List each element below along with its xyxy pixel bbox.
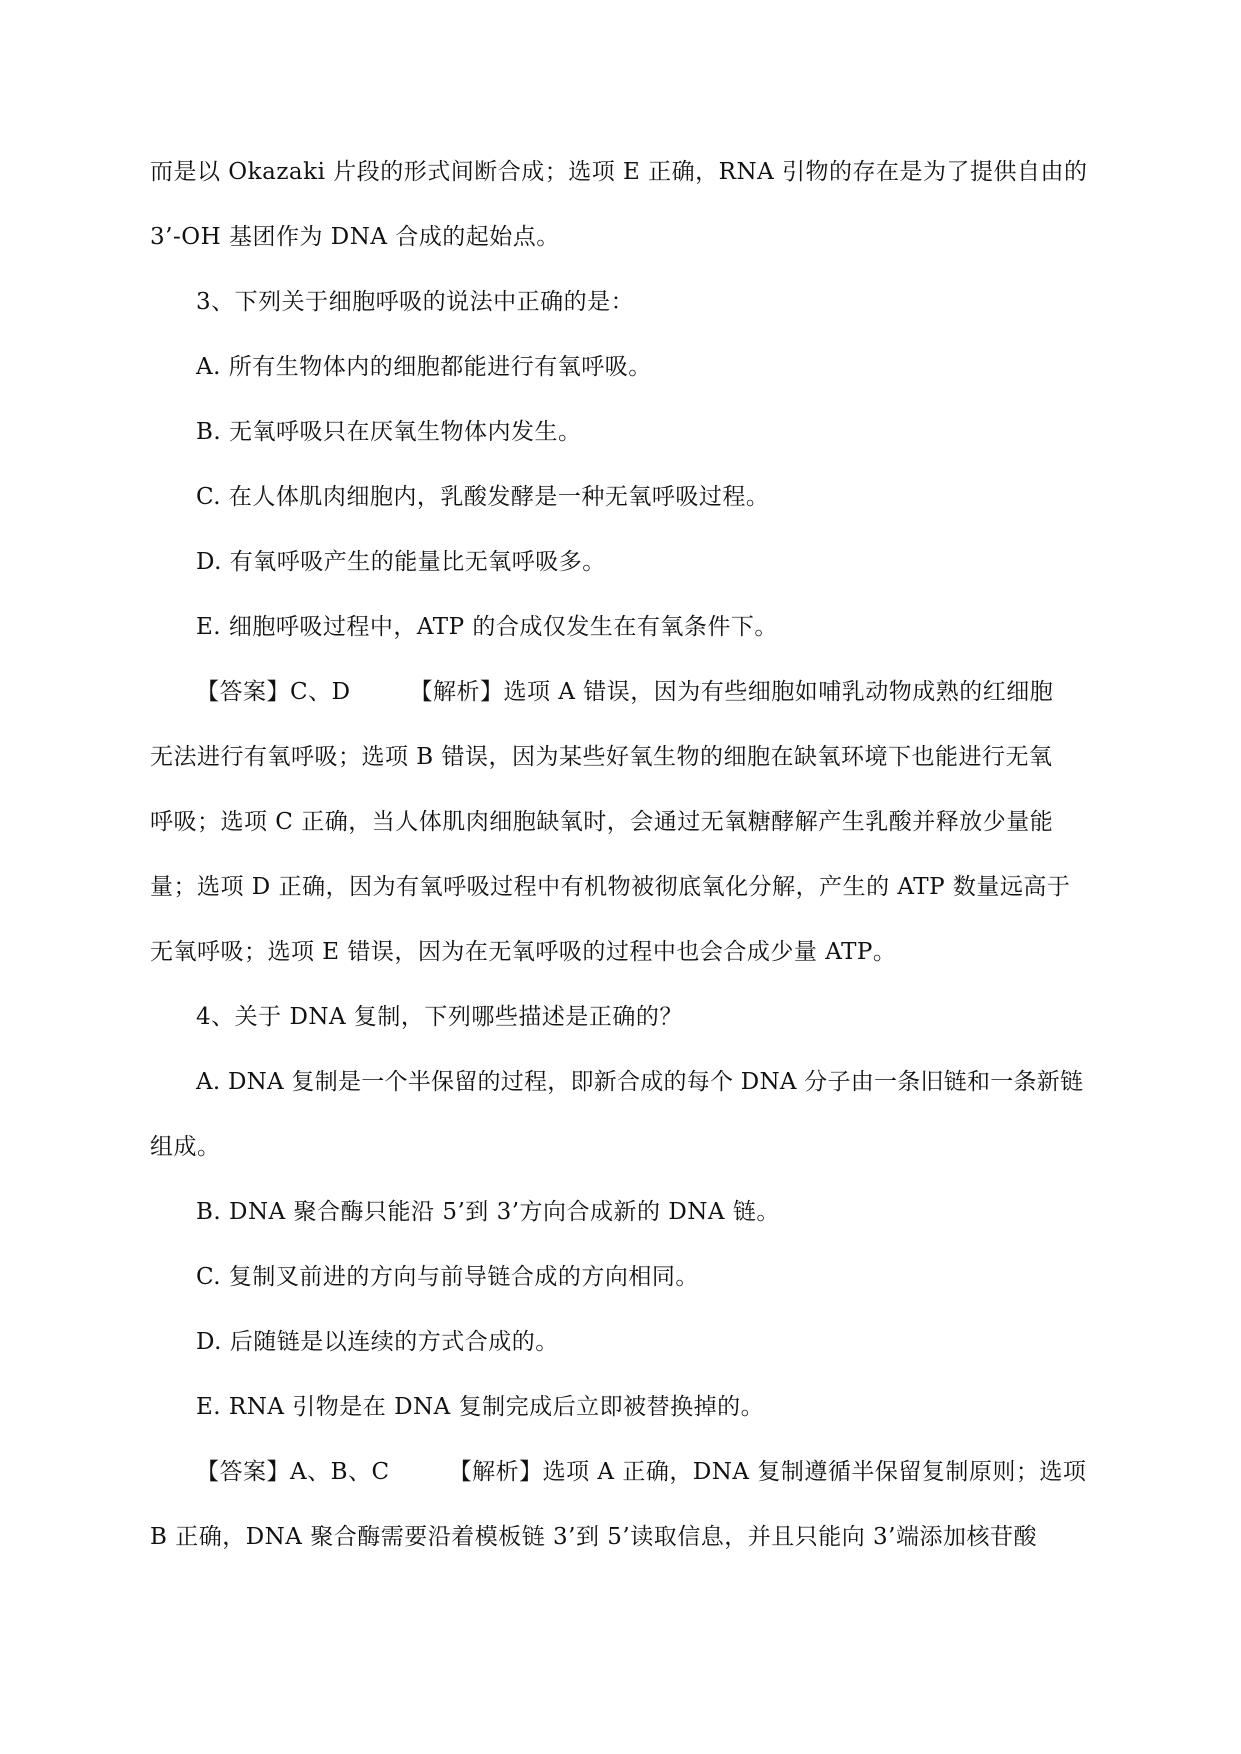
document-body <box>150 140 1090 1570</box>
question-3-option-d: D. 有氧呼吸产生的能量比无氧呼吸多。 <box>196 549 606 575</box>
question-4-option-e: E. RNA 引物是在 DNA 复制完成后立即被替换掉的。 <box>196 1394 765 1420</box>
question-4-explanation-line: B 正确，DNA 聚合酶需要沿着模板链 3’到 5’读取信息，并且只能向 3’端添加核苷酸 <box>150 1524 1037 1550</box>
question-4-option-a: A. DNA 复制是一个半保留的过程，即新合成的每个 DNA 分子由一条旧链和一条新链 <box>196 1069 1084 1095</box>
question-4-answer: 【答案】A、B、C 【解析】选项 A 正确，DNA 复制遵循半保留复制原则；选项 <box>196 1459 1087 1485</box>
question-3-explanation-line: 呼吸；选项 C 正确，当人体肌肉细胞缺氧时，会通过无氧糖酵解产生乳酸并释放少量能 <box>150 809 1054 835</box>
question-3-explanation-line: 量；选项 D 正确，因为有氧呼吸过程中有机物被彻底氧化分解，产生的 ATP 数量远高于 <box>150 874 1071 900</box>
question-3-option-c: C. 在人体肌肉细胞内，乳酸发酵是一种无氧呼吸过程。 <box>196 484 770 510</box>
question-3-explanation-line: 无法进行有氧呼吸；选项 B 错误，因为某些好氧生物的细胞在缺氧环境下也能进行无氧 <box>150 744 1053 770</box>
question-3-option-b: B. 无氧呼吸只在厌氧生物体内发生。 <box>196 419 582 445</box>
question-4-option-b: B. DNA 聚合酶只能沿 5’到 3’方向合成新的 DNA 链。 <box>196 1199 780 1225</box>
question-4-option-c: C. 复制叉前进的方向与前导链合成的方向相同。 <box>196 1264 699 1290</box>
question-3-stem: 3、下列关于细胞呼吸的说法中正确的是： <box>196 289 635 315</box>
paragraph-line: 而是以 Okazaki 片段的形式间断合成；选项 E 正确，RNA 引物的存在是为了提供自由的 <box>150 159 1088 185</box>
question-4-stem: 4、关于 DNA 复制，下列哪些描述是正确的？ <box>196 1004 683 1030</box>
paragraph-line: 3’-OH 基团作为 DNA 合成的起始点。 <box>150 224 560 250</box>
question-4-option-d: D. 后随链是以连续的方式合成的。 <box>196 1329 559 1355</box>
question-3-option-e: E. 细胞呼吸过程中，ATP 的合成仅发生在有氧条件下。 <box>196 614 778 640</box>
question-3-option-a: A. 所有生物体内的细胞都能进行有氧呼吸。 <box>196 354 652 380</box>
question-3-explanation-line: 无氧呼吸；选项 E 错误，因为在无氧呼吸的过程中也会合成少量 ATP。 <box>150 939 897 965</box>
question-3-answer: 【答案】C、D 【解析】选项 A 错误，因为有些细胞如哺乳动物成熟的红细胞 <box>196 679 1054 705</box>
question-4-option-a-continued: 组成。 <box>150 1134 221 1160</box>
